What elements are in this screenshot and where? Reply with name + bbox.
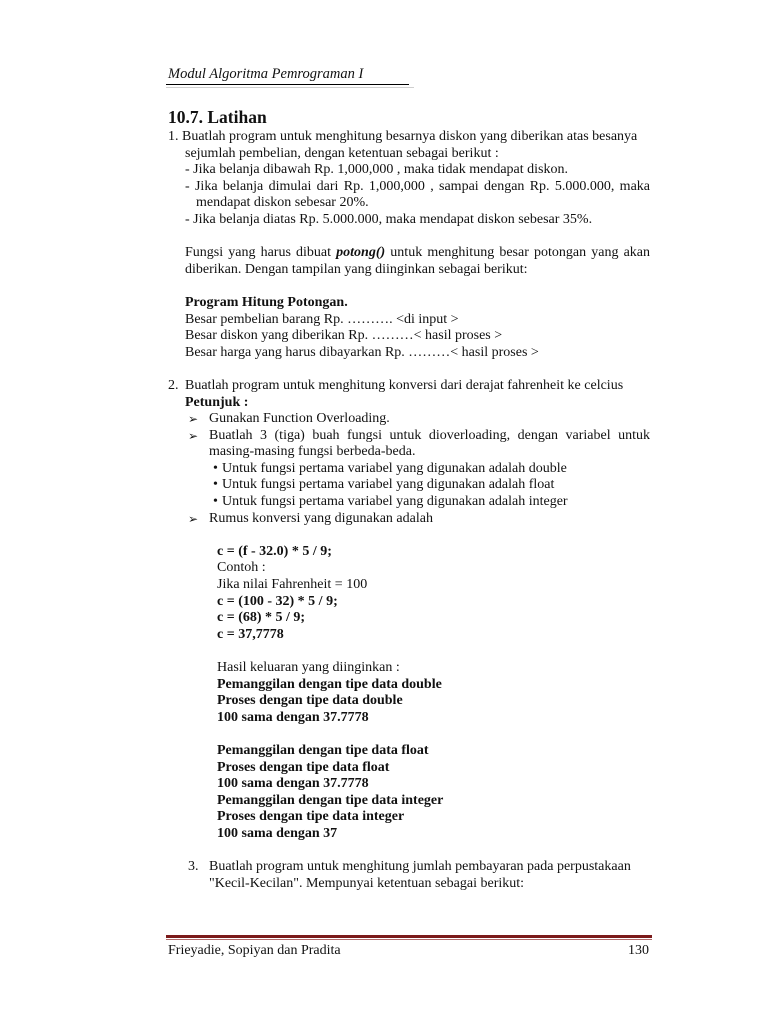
expected-output-line: 100 sama dengan 37 (217, 825, 338, 841)
output-line: Besar harga yang harus dibayarkan Rp. ………< hasil proses > (185, 344, 539, 360)
footer-rule-thin (166, 939, 652, 940)
expected-output-line: Pemanggilan dengan tipe data float (217, 742, 429, 758)
rule-item: - Jika belanja dibawah Rp. 1,000,000 , maka tidak mendapat diskon. (185, 162, 568, 178)
question-number: 1. (168, 129, 179, 144)
question-number: 2. (168, 377, 179, 393)
question-1 (168, 129, 650, 146)
rule-item: - Jika belanja diatas Rp. 5.000.000, maka mendapat diskon sebesar 35%. (185, 211, 593, 227)
tip-item: ➢ Buatlah 3 (tiga) buah fungsi untuk dioverloading, dengan variabel untuk masing-masing fungsi berbeda-beda. (188, 427, 650, 460)
output-label: Hasil keluaran yang diinginkan : (217, 660, 400, 675)
dot-bullet-icon: • (213, 477, 218, 493)
running-header: Modul Algoritma Pemrograman I (168, 66, 364, 82)
dot-bullet-icon: • (213, 494, 218, 510)
calc-step: c = (68) * 5 / 9; (217, 610, 306, 626)
question-3 (168, 859, 650, 876)
tip-item: ➢ Gunakan Function Overloading. (188, 411, 390, 427)
expected-output-line: 100 sama dengan 37.7778 (217, 709, 369, 725)
expected-output-line: 100 sama dengan 37.7778 (217, 776, 369, 792)
question-text: Buatlah program untuk menghitung konversi dari derajat fahrenheit ke celcius (185, 377, 624, 393)
expected-output-line: Pemanggilan dengan tipe data double (217, 676, 442, 692)
func-text-post: untuk menghitung besar potongan yang akan diberikan. Dengan tampilan yang diinginkan sebagai berikut: (185, 245, 650, 277)
function-description (168, 245, 650, 278)
question-text-cont: sejumlah pembelian, dengan ketentuan sebagai berikut : (185, 145, 499, 161)
header-rule (166, 84, 409, 85)
question-number: 3. (188, 859, 199, 875)
expected-output-line: Pemanggilan dengan tipe data integer (217, 792, 444, 808)
rule-item: - Jika belanja dimulai dari Rp. 1,000,000 , sampai dengan Rp. 5.000.000, maka mendapat diskon sebesar 20%. (185, 178, 650, 211)
petunjuk-label: Petunjuk : (185, 394, 249, 410)
formula: c = (f - 32.0) * 5 / 9; (217, 543, 332, 559)
arrow-bullet-icon: ➢ (188, 412, 199, 427)
question-text: Buatlah program untuk menghitung jumlah pembayaran pada perpustakaan (209, 859, 631, 875)
dot-bullet-icon: • (213, 460, 218, 476)
example-label: Contoh : (217, 560, 266, 576)
tip-item: ➢ Rumus konversi yang digunakan adalah (188, 510, 433, 526)
calc-step: c = 37,7778 (217, 626, 284, 642)
sub-tip-item: • Untuk fungsi pertama variabel yang digunakan adalah double (213, 460, 567, 476)
arrow-bullet-icon: ➢ (188, 428, 199, 443)
output-line: Besar pembelian barang Rp. ………. <di input > (185, 311, 459, 327)
footer-authors: Frieyadie, Sopiyan dan Pradita (168, 943, 341, 958)
program-title: Program Hitung Potongan. (185, 294, 348, 310)
header-rule-shadow (166, 87, 414, 88)
question-text-cont: "Kecil-Kecilan". Mempunyai ketentuan sebagai berikut: (209, 875, 525, 891)
func-text-pre: Fungsi yang harus dibuat (185, 245, 337, 261)
expected-output-line: Proses dengan tipe data double (217, 693, 403, 709)
calc-step: c = (100 - 32) * 5 / 9; (217, 593, 338, 609)
page-number: 130 (628, 943, 649, 958)
expected-output-line: Proses dengan tipe data integer (217, 809, 405, 825)
function-name: potong() (336, 245, 386, 261)
exercise-list (168, 129, 650, 892)
question-2 (168, 378, 650, 395)
arrow-bullet-icon: ➢ (188, 511, 199, 526)
output-line: Besar diskon yang diberikan Rp. ………< hasil proses > (185, 328, 503, 344)
section-title: 10.7. Latihan (168, 107, 267, 127)
footer-rule (166, 935, 652, 938)
sub-tip-item: • Untuk fungsi pertama variabel yang digunakan adalah float (213, 477, 555, 493)
question-text: Buatlah program untuk menghitung besarnya diskon yang diberikan atas besanya (182, 129, 638, 144)
sub-tip-item: • Untuk fungsi pertama variabel yang digunakan adalah integer (213, 494, 568, 510)
example-input: Jika nilai Fahrenheit = 100 (217, 577, 368, 593)
expected-output-line: Proses dengan tipe data float (217, 759, 390, 775)
